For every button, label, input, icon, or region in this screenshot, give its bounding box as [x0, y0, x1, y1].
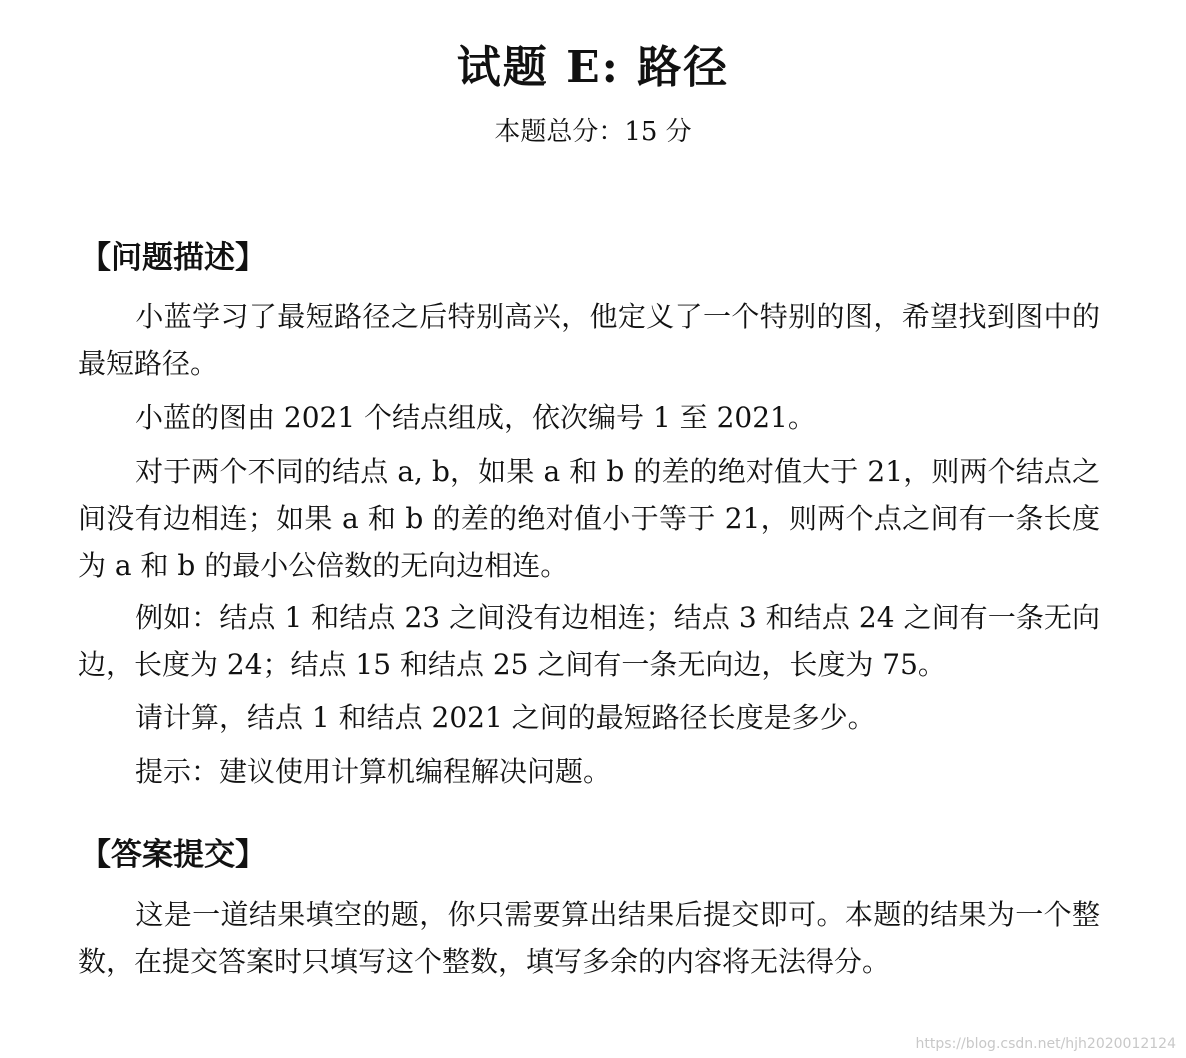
paragraph-hint: 提示：建议使用计算机编程解决问题。 — [135, 755, 612, 788]
answer-submission-heading: 【答案提交】 — [80, 837, 266, 873]
paragraph-edge-rule: 对于两个不同的结点 a, b，如果 a 和 b 的差的绝对值大于 21，则两个结点之间没有边相连；如果 a 和 b 的差的绝对值小于等于 21，则两个点之间有一条长度为 a 和 b 的最小公倍数的无向边相连。 — [78, 455, 1100, 582]
paragraph-example: 例如：结点 1 和结点 23 之间没有边相连；结点 3 和结点 24 之间有一条无向边，长度为 24；结点 15 和结点 25 之间有一条无向边，长度为 75。 — [78, 601, 1100, 681]
paragraph-question: 请计算，结点 1 和结点 2021 之间的最短路径长度是多少。 — [135, 701, 876, 734]
paragraph-nodes: 小蓝的图由 2021 个结点组成，依次编号 1 至 2021。 — [135, 401, 816, 434]
problem-title: 试题 E: 路径 — [456, 42, 730, 93]
paragraph-submission-rules: 这是一道结果填空的题，你只需要算出结果后提交即可。本题的结果为一个整数，在提交答案时只填写这个整数，填写多余的内容将无法得分。 — [78, 898, 1100, 978]
problem-description-heading: 【问题描述】 — [80, 240, 266, 276]
paragraph-intro: 小蓝学习了最短路径之后特别高兴，他定义了一个特别的图，希望找到图中的最短路径。 — [78, 300, 1100, 380]
total-score: 本题总分：15 分 — [494, 117, 692, 147]
watermark-url: https://blog.csdn.net/hjh2020012124 — [915, 1036, 1176, 1052]
